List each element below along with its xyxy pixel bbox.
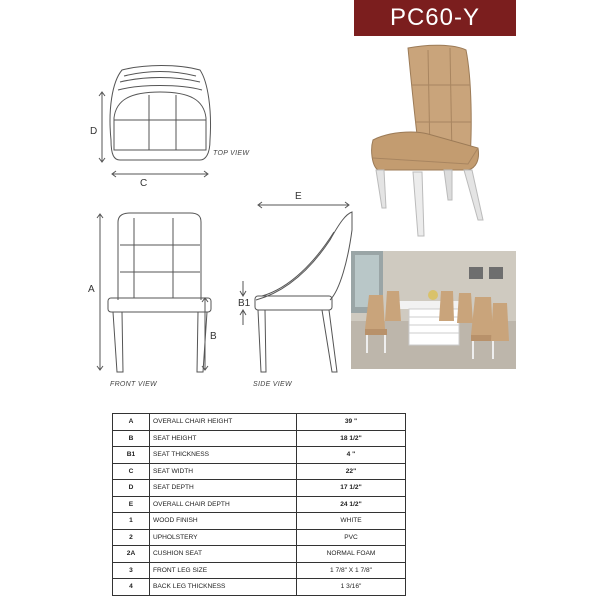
spec-value: 18 1/2" (297, 430, 406, 447)
dim-label-a: A (88, 284, 95, 295)
dining-room-photo (351, 251, 516, 369)
spec-row (113, 447, 406, 464)
spec-value: 1 3/16" (297, 579, 406, 596)
spec-label: WOOD FINISH (150, 513, 297, 530)
spec-row (113, 496, 406, 513)
spec-value: PVC (297, 529, 406, 546)
spec-label: SEAT HEIGHT (150, 430, 297, 447)
spec-value: 22" (297, 463, 406, 480)
spec-value: 4 " (297, 447, 406, 464)
spec-row (113, 430, 406, 447)
spec-value: 17 1/2" (297, 480, 406, 497)
side-view-drawing (255, 212, 352, 372)
top-view-label: TOP VIEW (213, 150, 250, 157)
spec-code: 2A (113, 546, 150, 563)
spec-code: 1 (113, 513, 150, 530)
spec-row (113, 414, 406, 431)
spec-code: A (113, 414, 150, 431)
side-view-label: SIDE VIEW (253, 381, 292, 388)
model-title: PC60-Y (354, 0, 516, 36)
spec-label: OVERALL CHAIR HEIGHT (150, 414, 297, 431)
dim-label-d: D (90, 126, 98, 137)
spec-code: D (113, 480, 150, 497)
spec-code: 3 (113, 562, 150, 579)
spec-row (113, 579, 406, 596)
spec-row (113, 480, 406, 497)
spec-code: B (113, 430, 150, 447)
spec-row (113, 529, 406, 546)
spec-label: SEAT DEPTH (150, 480, 297, 497)
spec-code: 4 (113, 579, 150, 596)
spec-value: NORMAL FOAM (297, 546, 406, 563)
front-view-drawing (108, 213, 211, 372)
spec-label: UPHOLSTERY (150, 529, 297, 546)
top-view-drawing (110, 66, 210, 161)
dim-label-b1: B1 (238, 298, 251, 309)
spec-value: 1 7/8" X 1 7/8" (297, 562, 406, 579)
spec-label: SEAT THICKNESS (150, 447, 297, 464)
spec-row (113, 463, 406, 480)
spec-code: 2 (113, 529, 150, 546)
spec-label: SEAT WIDTH (150, 463, 297, 480)
spec-row (113, 513, 406, 530)
spec-row (113, 562, 406, 579)
spec-code: C (113, 463, 150, 480)
spec-label: BACK LEG THICKNESS (150, 579, 297, 596)
spec-table (112, 413, 406, 596)
dim-label-b: B (210, 331, 217, 342)
spec-value: WHITE (297, 513, 406, 530)
spec-code: E (113, 496, 150, 513)
front-view-label: FRONT VIEW (110, 381, 157, 388)
spec-row (113, 546, 406, 563)
spec-code: B1 (113, 447, 150, 464)
spec-label: OVERALL CHAIR DEPTH (150, 496, 297, 513)
spec-label: FRONT LEG SIZE (150, 562, 297, 579)
spec-value: 39 " (297, 414, 406, 431)
dim-label-c: C (140, 178, 148, 189)
chair-photo (368, 40, 498, 240)
dim-label-e: E (295, 191, 302, 202)
spec-label: CUSHION SEAT (150, 546, 297, 563)
spec-value: 24 1/2" (297, 496, 406, 513)
